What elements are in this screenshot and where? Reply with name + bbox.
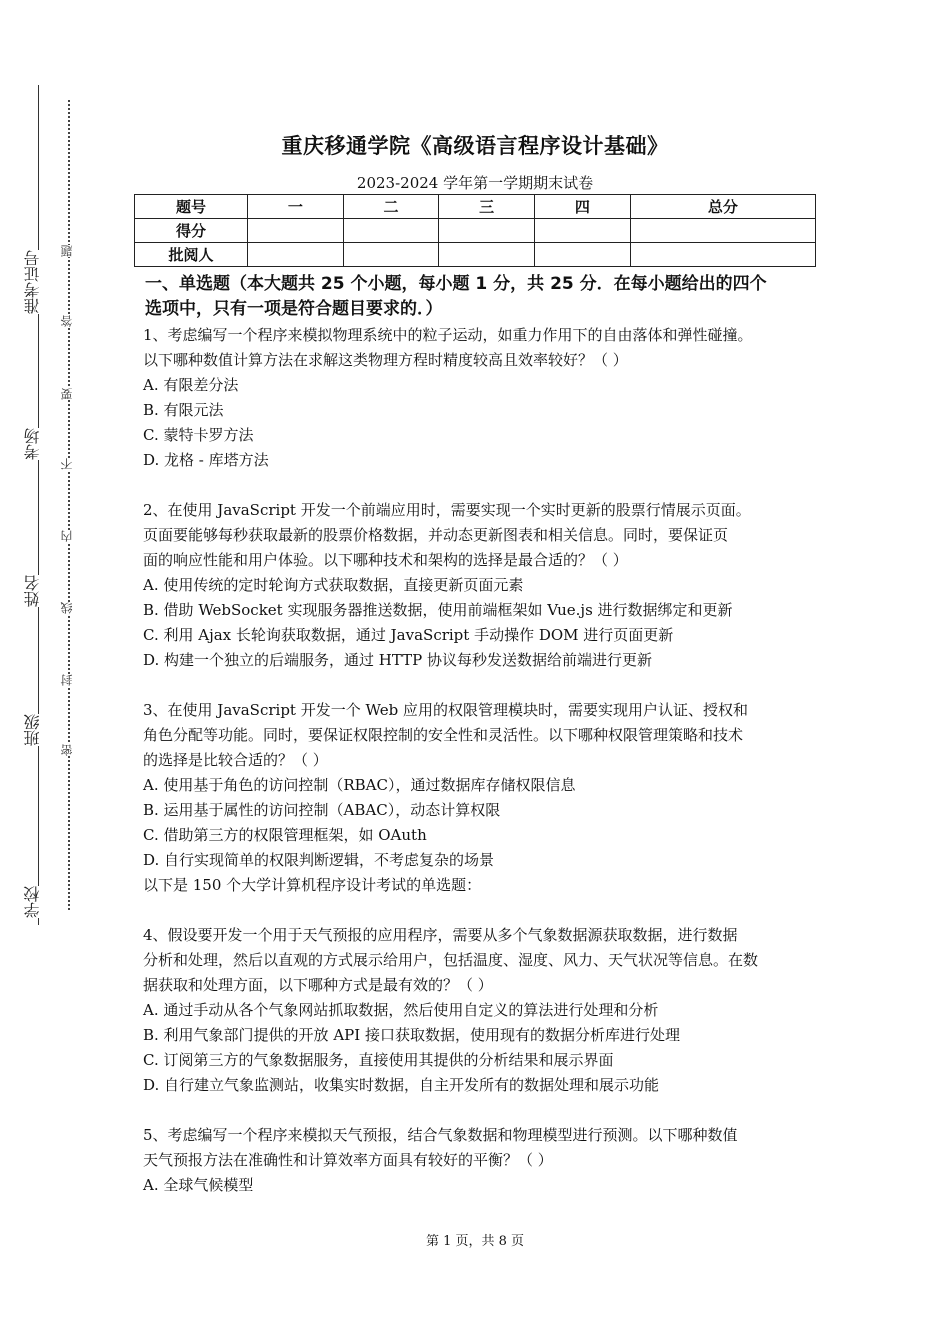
blank-line	[143, 673, 823, 698]
section-heading	[145, 272, 823, 322]
option-d: D. 龙格 - 库塔方法	[143, 451, 269, 469]
score-table	[134, 194, 816, 267]
margin-field-school: 学校	[18, 886, 48, 918]
exam-subtitle: 2023-2024 学年第一学期期末试卷	[356, 174, 594, 192]
option-a: A. 使用传统的定时轮询方式获取数据，直接更新页面元素	[143, 576, 524, 594]
score-table-row	[135, 243, 816, 267]
question-stem-line: 据获取和处理方面，以下哪种方式是最有效的？（ ）	[143, 976, 493, 994]
reviewer-cell[interactable]	[535, 243, 631, 267]
seal-char: 不	[58, 458, 78, 470]
question-stem-line: 3、在使用 JavaScript 开发一个 Web 应用的权限管理模块时，需要实现用户认证、授权和	[143, 701, 748, 719]
reviewer-cell[interactable]	[439, 243, 535, 267]
reviewer-cell[interactable]	[248, 243, 344, 267]
seal-char: 要	[58, 388, 78, 400]
option-d: D. 自行实现简单的权限判断逻辑，不考虑复杂的场景	[143, 851, 495, 869]
score-table-header-cell: 总分	[630, 195, 815, 219]
blank-line	[143, 898, 823, 923]
question-4	[143, 923, 823, 1098]
question-stem-line: 以下哪种数值计算方法在求解这类物理方程时精度较高且效率较好？（ ）	[143, 351, 628, 369]
score-cell[interactable]	[535, 219, 631, 243]
question-2	[143, 498, 823, 673]
score-table-row	[135, 219, 816, 243]
option-b: B. 利用气象部门提供的开放 API 接口获取数据，使用现有的数据分析库进行处理	[143, 1026, 680, 1044]
seal-char: 线	[58, 602, 78, 614]
option-d: D. 构建一个独立的后端服务，通过 HTTP 协议每秒发送数据给前端进行更新	[143, 651, 653, 669]
question-1	[143, 323, 823, 473]
question-stem-line: 4、假设要开发一个用于天气预报的应用程序，需要从多个气象数据源获取数据，进行数据	[143, 926, 738, 944]
reviewer-cell[interactable]	[343, 243, 439, 267]
question-stem-line: 页面要能够每秒获取最新的股票价格数据，并动态更新图表和相关信息。同时，要保证页	[143, 526, 729, 544]
question-stem-line: 面的响应性能和用户体验。以下哪种技术和架构的选择是最合适的？（ ）	[143, 551, 628, 569]
section-heading-line: 选项中，只有一项是符合题目要求的．）	[145, 299, 443, 319]
option-a: A. 全球气候模型	[143, 1176, 254, 1194]
score-table-header-cell: 二	[343, 195, 439, 219]
option-c: C. 蒙特卡罗方法	[143, 426, 254, 444]
option-c: C. 借助第三方的权限管理框架，如 OAuth	[143, 826, 427, 844]
margin-field-exam-room: 考场	[18, 428, 48, 460]
margin-field-name: 姓名	[18, 575, 48, 607]
blank-line	[143, 1098, 823, 1123]
score-table-header-row	[135, 195, 816, 219]
question-stem-line: 5、考虑编写一个程序来模拟天气预报，结合气象数据和物理模型进行预测。以下哪种数值	[143, 1126, 738, 1144]
reviewer-cell[interactable]	[630, 243, 815, 267]
page-footer: 第 1 页，共 8 页	[425, 1234, 525, 1249]
exam-title: 重庆移通学院《高级语言程序设计基础》	[281, 134, 669, 158]
score-row-label: 得分	[135, 219, 248, 243]
score-cell[interactable]	[630, 219, 815, 243]
exam-content	[143, 272, 823, 1198]
score-table-header-cell: 三	[439, 195, 535, 219]
margin-field-class: 班级	[18, 714, 48, 746]
seal-char: 内	[58, 530, 78, 542]
option-b: B. 借助 WebSocket 实现服务器推送数据，使用前端框架如 Vue.js 进行数据绑定和更新	[143, 601, 733, 619]
seal-char: 封	[58, 674, 78, 686]
option-c: C. 订阅第三方的气象数据服务，直接使用其提供的分析结果和展示界面	[143, 1051, 614, 1069]
question-5	[143, 1123, 823, 1198]
option-b: B. 运用基于属性的访问控制（ABAC），动态计算权限	[143, 801, 501, 819]
question-stem-line: 天气预报方法在准确性和计算效率方面具有较好的平衡？（ ）	[143, 1151, 553, 1169]
score-table-header-cell: 四	[535, 195, 631, 219]
binding-margin	[0, 0, 120, 1344]
question-stem-line: 1、考虑编写一个程序来模拟物理系统中的粒子运动，如重力作用下的自由落体和弹性碰撞。	[143, 326, 753, 344]
question-stem-line: 分析和处理，然后以直观的方式展示给用户，包括温度、湿度、风力、天气状况等信息。在数	[143, 951, 759, 969]
intro-note: 以下是 150 个大学计算机程序设计考试的单选题：	[143, 876, 482, 894]
option-b: B. 有限元法	[143, 401, 224, 419]
margin-field-exam-number: 准考证号	[18, 250, 48, 314]
margin-solid-line	[38, 85, 39, 925]
score-cell[interactable]	[248, 219, 344, 243]
score-cell[interactable]	[439, 219, 535, 243]
option-a: A. 使用基于角色的访问控制（RBAC），通过数据库存储权限信息	[143, 776, 576, 794]
score-cell[interactable]	[343, 219, 439, 243]
seal-char: 密	[58, 744, 78, 756]
question-stem-line: 的选择是比较合适的？（ ）	[143, 751, 328, 769]
question-3	[143, 698, 823, 898]
question-stem-line: 2、在使用 JavaScript 开发一个前端应用时，需要实现一个实时更新的股票行情展示页面。	[143, 501, 751, 519]
seal-char: 题	[58, 245, 78, 257]
seal-char: 答	[58, 315, 78, 327]
option-a: A. 通过手动从各个气象网站抓取数据，然后使用自定义的算法进行处理和分析	[143, 1001, 659, 1019]
score-table-header-cell: 一	[248, 195, 344, 219]
score-table-header-cell: 题号	[135, 195, 248, 219]
option-d: D. 自行建立气象监测站，收集实时数据，自主开发所有的数据处理和展示功能	[143, 1076, 660, 1094]
option-c: C. 利用 Ajax 长轮询获取数据，通过 JavaScript 手动操作 DOM 进行页面更新	[143, 626, 674, 644]
option-a: A. 有限差分法	[143, 376, 239, 394]
section-heading-line: 一、单选题（本大题共 25 个小题，每小题 1 分，共 25 分．在每小题给出的四个	[145, 274, 767, 294]
question-stem-line: 角色分配等功能。同时，要保证权限控制的安全性和灵活性。以下哪种权限管理策略和技术	[143, 726, 744, 744]
blank-line	[143, 473, 823, 498]
margin-dotted-line	[68, 100, 70, 910]
reviewer-row-label: 批阅人	[135, 243, 248, 267]
